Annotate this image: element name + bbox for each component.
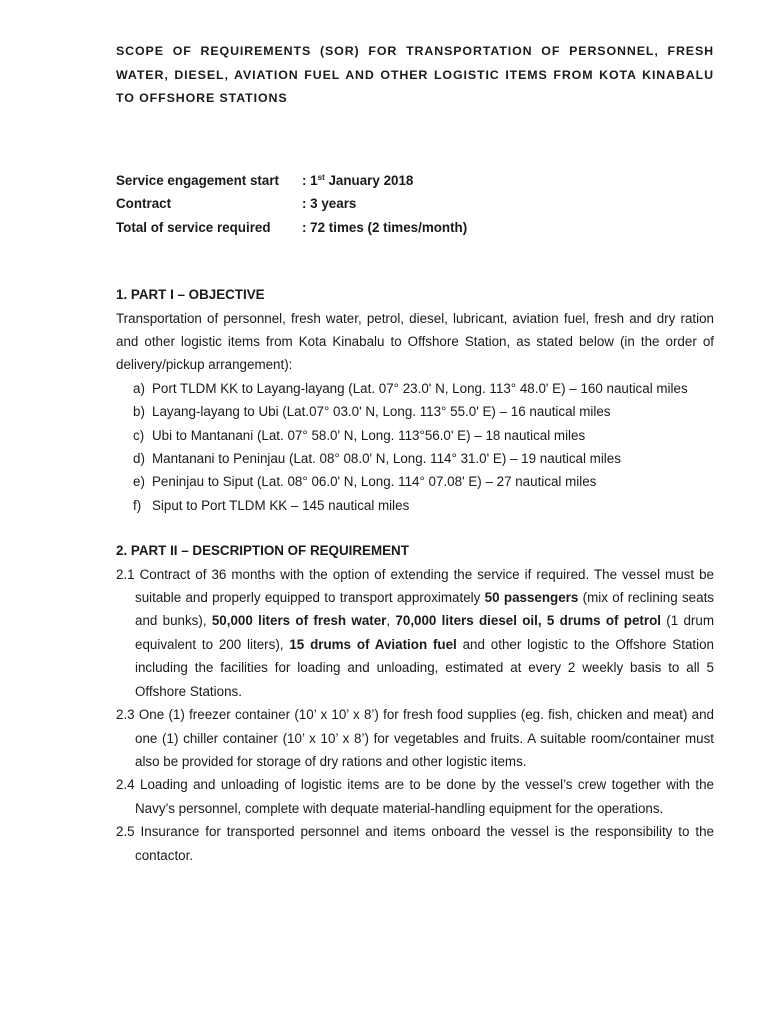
route-text: Ubi to Mantanani (Lat. 07° 58.0' N, Long. 113°56.0' E) – 18 nautical miles (152, 427, 586, 443)
requirement-2-4: 2.4 Loading and unloading of logistic items are to be done by the vessel’s crew together with the Navy’s personnel, complete with dequate material-handling equipment for the operations. (116, 777, 714, 816)
list-item (116, 447, 714, 470)
list-item (116, 400, 714, 423)
total-service-value: : 72 times (2 times/month) (302, 219, 468, 235)
contract-value: : 3 years (302, 196, 357, 211)
route-text: Mantanani to Peninjau (Lat. 08° 08.0' N, Long. 114° 31.0' E) – 19 nautical miles (152, 450, 621, 466)
service-start-label: Service engagement start (116, 172, 279, 188)
list-marker: b) (133, 404, 145, 420)
route-text: Peninjau to Siput (Lat. 08° 06.0' N, Long. 114° 07.08' E) – 27 nautical miles (152, 474, 597, 490)
list-marker: f) (133, 497, 142, 513)
list-item (116, 494, 714, 517)
total-service-label: Total of service required (116, 219, 271, 235)
part2-heading: 2. PART II – DESCRIPTION OF REQUIREMENT (116, 543, 409, 559)
document-page (116, 40, 714, 867)
contract-row (116, 192, 714, 216)
list-marker: c) (133, 427, 145, 443)
route-text: Port TLDM KK to Layang-layang (Lat. 07° 23.0' N, Long. 113° 48.0' E) – 160 nautical miles (152, 380, 688, 396)
list-item (116, 470, 714, 493)
contract-label: Contract (116, 196, 172, 211)
list-marker: d) (133, 450, 145, 466)
service-start-row (116, 169, 714, 193)
route-text: Siput to Port TLDM KK – 145 nautical miles (152, 497, 410, 513)
list-item (116, 377, 714, 400)
service-start-value: : 1st January 2018 (302, 172, 414, 188)
part1-intro: Transportation of personnel, fresh water, petrol, diesel, lubricant, aviation fuel, fresh and dry ration and other logistic items from Kota Kinabalu to Offshore Station, as stated below (in the order of delivery/pickup arrangement): (116, 310, 714, 373)
list-marker: a) (133, 380, 145, 396)
requirement-2-3: 2.3 One (1) freezer container (10’ x 10’ x 8’) for fresh food supplies (eg. fish, chicken and meat) and one (1) chiller container (10’ x 10’ x 8’) for vegetables and fruits. A suitable room/container must also be provided for storage of dry rations and other logistic items. (116, 707, 714, 769)
requirement-2-5: 2.5 Insurance for transported personnel and items onboard the vessel is the responsibility to the contactor. (116, 824, 714, 863)
route-text: Layang-layang to Ubi (Lat.07° 03.0' N, Long. 113° 55.0' E) – 16 nautical miles (152, 404, 611, 420)
list-item (116, 424, 714, 447)
route-list (116, 377, 714, 517)
part1-heading: 1. PART I – OBJECTIVE (116, 287, 265, 302)
list-marker: e) (133, 474, 145, 490)
document-title: SCOPE OF REQUIREMENTS (SOR) FOR TRANSPORTATION OF PERSONNEL, FRESH WATER, DIESEL, AVIATION FUEL AND OTHER LOGISTIC ITEMS FROM KOTA KINABALU TO OFFSHORE STATIONS (116, 44, 714, 105)
contract-summary (116, 169, 714, 240)
requirement-2-1: 2.1 Contract of 36 months with the option of extending the service if required. The vessel must be suitable and properly equipped to transport approximately 50 passengers (mix of reclining seats and bunks), 50,000 liters of fresh water, 70,000 liters diesel oil, 5 drums of petrol (1 drum equivalent to 200 liters), 15 drums of Aviation fuel and other logistic to the Offshore Station including the facilities for loading and unloading, estimated at every 2 weekly basis to all 5 Offshore Stations. (116, 566, 714, 699)
total-service-row (116, 216, 714, 240)
